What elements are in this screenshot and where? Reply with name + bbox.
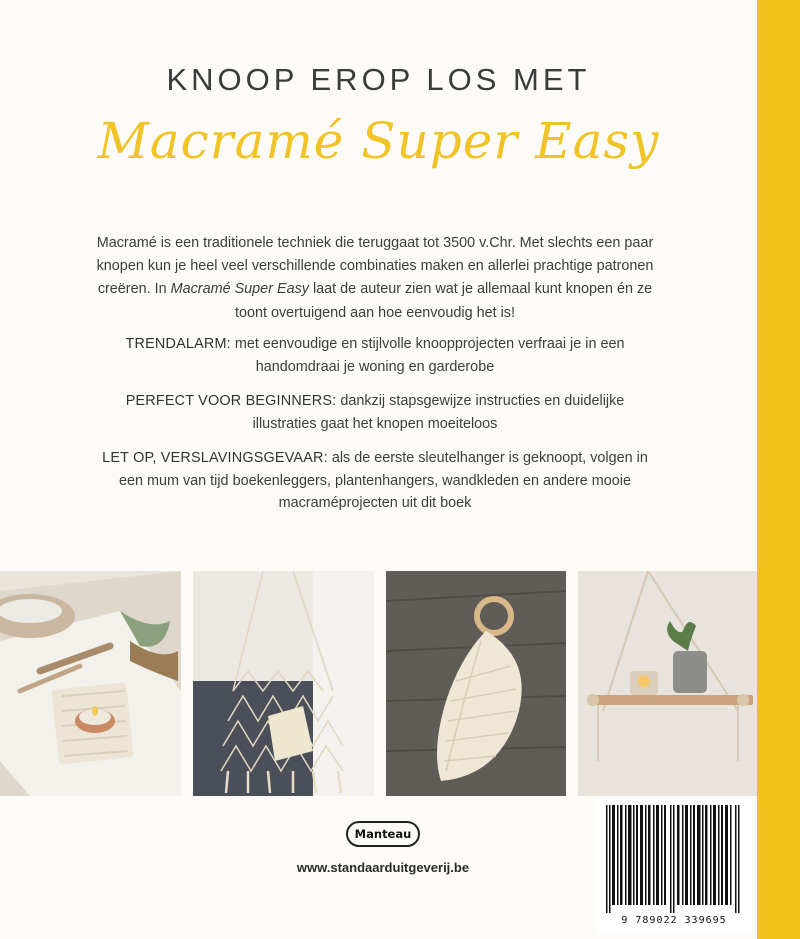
intro-text-2: laat de auteur zien wat je allemaal kunt knopen én ze toont overtuigend aan hoe eenvoudig het is! <box>234 281 653 321</box>
photo-feather-keyring <box>386 571 566 796</box>
feature-trendalarm <box>95 333 655 378</box>
photo-coaster-candle <box>0 571 181 796</box>
barcode-bars <box>604 805 744 913</box>
yellow-spine-band <box>757 0 800 939</box>
feature-label: TRENDALARM: <box>125 336 231 352</box>
isbn-number: 9 789022 339695 <box>621 915 727 926</box>
feature-label: LET OP, VERSLAVINGSGEVAAR: <box>102 450 328 466</box>
feature-text: met eenvoudige en stijlvolle knoopprojecten verfraai je in een handomdraai je woning en garderobe <box>230 336 625 375</box>
feature-text: als de eerste sleutelhanger is geknoopt, volgen in een mum van tijd boekenleggers, plantenhangers, wandkleden en andere mooie macraméprojecten uit dit boek <box>118 450 648 511</box>
publisher-url[interactable]: www.standaarduitgeverij.be <box>296 860 470 875</box>
publisher-logo: Manteau <box>346 821 420 847</box>
intro-text-1: Macramé is een traditionele techniek die teruggaat tot 3500 v.Chr. Met slechts een paar knopen kun je heel veel verschillende combinaties maken en allerlei prachtige patronen creëren. In <box>96 235 654 298</box>
intro-book-title: Macramé Super Easy <box>170 281 309 298</box>
intro-paragraph <box>95 232 655 325</box>
feature-beginners <box>95 390 655 435</box>
photo-hanging-shelf <box>578 571 757 796</box>
feature-label: PERFECT VOOR BEGINNERS: <box>125 393 337 409</box>
book-title-script: Macramé Super Easy <box>97 112 660 170</box>
feature-verslaving <box>95 447 655 515</box>
photo-net-bag <box>193 571 374 796</box>
feature-text: dankzij stapsgewijze instructies en duidelijke illustraties gaat het knopen moeiteloos <box>252 393 625 432</box>
heading-kicker: KNOOP EROP LOS MET <box>166 62 591 97</box>
isbn-barcode <box>596 799 752 935</box>
